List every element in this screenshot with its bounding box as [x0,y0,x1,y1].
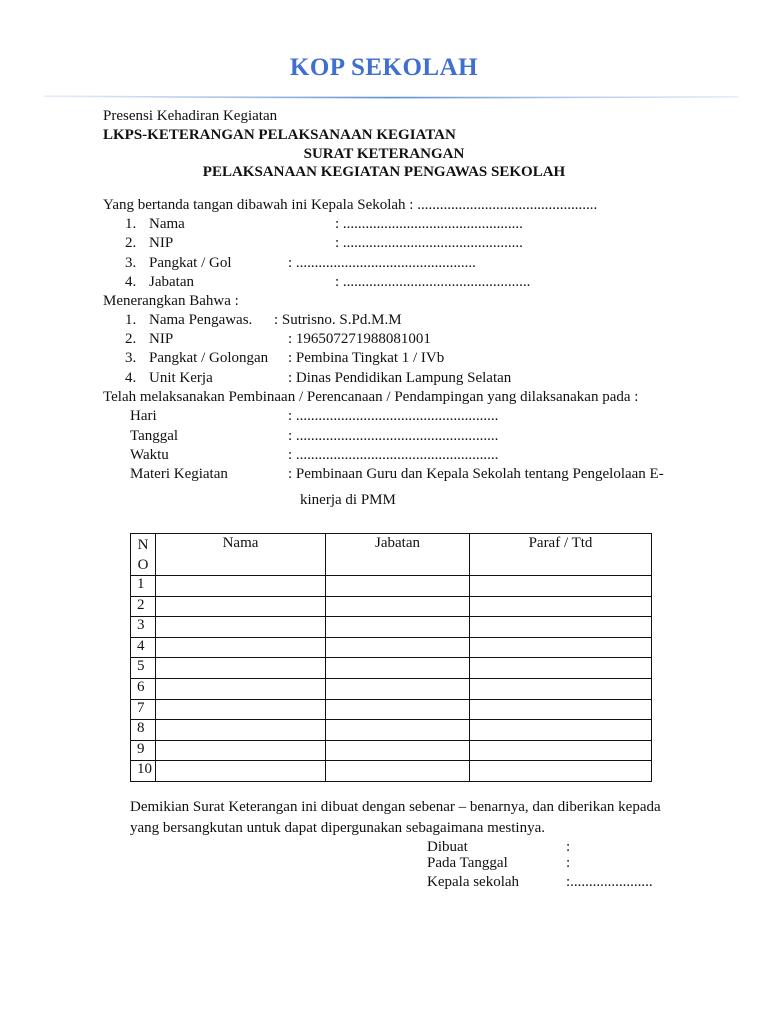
pengawas-num: 4. [125,370,137,386]
row-number: 1 [131,576,156,597]
table-header-row [131,534,652,576]
pengawas-num: 3. [125,350,137,366]
pengawas-label: NIP [149,331,174,347]
cell-nama [156,658,326,679]
letterhead-rule [44,95,738,99]
table-row [131,576,652,597]
sign-value: : [566,855,571,871]
attendance-table [130,533,652,782]
cell-jabatan [326,658,470,679]
row-number: 5 [131,658,156,679]
row-number: 3 [131,617,156,638]
table-row [131,617,652,638]
doc-title-surat: SURAT KETERANGAN [303,146,465,162]
pengawas-num: 2. [125,331,137,347]
kepsek-label: Jabatan [149,274,194,290]
materi-continuation: kinerja di PMM [300,492,396,508]
kegiatan-label: Materi Kegiatan [130,466,228,482]
row-number: 6 [131,678,156,699]
table-row [131,740,652,761]
sign-value: : [566,839,571,855]
sign-label: Pada Tanggal [427,855,508,871]
cell-paraf [470,761,652,782]
row-number: 2 [131,596,156,617]
cell-nama [156,617,326,638]
cell-jabatan [326,637,470,658]
table-row [131,637,652,658]
pengawas-intro: Menerangkan Bahwa : [103,293,239,309]
table-row [131,699,652,720]
cell-nama [156,720,326,741]
cell-paraf [470,678,652,699]
cell-paraf [470,699,652,720]
kepsek-value: : ................................................ [335,216,523,232]
pengawas-label: Pangkat / Golongan [149,350,269,366]
pengawas-label: Unit Kerja [149,370,213,386]
doc-subtitle-presensi: Presensi Kehadiran Kegiatan [103,108,278,124]
cell-paraf [470,720,652,741]
kegiatan-value: : ...................................................... [288,447,499,463]
row-number: 4 [131,637,156,658]
pengawas-num: 1. [125,312,137,328]
cell-jabatan [326,576,470,597]
cell-nama [156,740,326,761]
kepsek-num: 2. [125,235,137,251]
kepsek-label: NIP [149,235,174,251]
cell-nama [156,596,326,617]
kegiatan-value: : Pembinaan Guru dan Kepala Sekolah tentang Pengelolaan E- [288,466,664,482]
pengawas-value: : Sutrisno. S.Pd.M.M [274,312,402,328]
closing-line-2: yang bersangkutan untuk dapat dipergunakan sebagaimana mestinya. [130,820,546,836]
row-number: 9 [131,740,156,761]
cell-nama [156,576,326,597]
kegiatan-value: : ...................................................... [288,428,499,444]
kegiatan-label: Waktu [130,447,169,463]
kepsek-label: Nama [149,216,185,232]
kegiatan-value: : ...................................................... [288,408,499,424]
kepsek-value: : ................................................ [288,255,476,271]
cell-jabatan [326,678,470,699]
row-number: 8 [131,720,156,741]
cell-paraf [470,740,652,761]
table-row [131,596,652,617]
table-row [131,658,652,679]
cell-nama [156,699,326,720]
kepsek-num: 1. [125,216,137,232]
kegiatan-label: Tanggal [130,428,179,444]
pengawas-value: : 196507271988081001 [288,331,431,347]
kepsek-value: : ................................................ [335,235,523,251]
col-header-jabatan: Jabatan [326,534,470,576]
cell-nama [156,637,326,658]
cell-paraf [470,576,652,597]
kegiatan-label: Hari [130,408,157,424]
table-row [131,761,652,782]
cell-jabatan [326,617,470,638]
cell-jabatan [326,596,470,617]
cell-paraf [470,637,652,658]
sign-value: :...................... [566,874,653,890]
doc-title-pelaksanaan: PELAKSANAAN KEGIATAN PENGAWAS SEKOLAH [202,164,566,180]
cell-nama [156,678,326,699]
cell-paraf [470,658,652,679]
kepsek-num: 4. [125,274,137,290]
pengawas-value: : Dinas Pendidikan Lampung Selatan [288,370,512,386]
cell-paraf [470,596,652,617]
row-number: 7 [131,699,156,720]
kepsek-num: 3. [125,255,137,271]
cell-jabatan [326,761,470,782]
sign-label: Kepala sekolah [427,874,520,890]
col-header-nama: Nama [156,534,326,576]
table-row [131,678,652,699]
doc-title-lkps: LKPS-KETERANGAN PELAKSANAAN KEGIATAN [103,127,456,143]
kepsek-value: : .................................................. [335,274,531,290]
pengawas-value: : Pembina Tingkat 1 / IVb [288,350,445,366]
cell-nama [156,761,326,782]
letterhead-title: KOP SEKOLAH [289,54,479,81]
row-number: 10 [131,761,156,782]
cell-jabatan [326,740,470,761]
cell-jabatan [326,720,470,741]
cell-paraf [470,617,652,638]
kepsek-label: Pangkat / Gol [149,255,232,271]
table-row [131,720,652,741]
col-header-paraf: Paraf / Ttd [470,534,652,576]
sign-label: Dibuat [427,839,468,855]
kepsek-intro: Yang bertanda tangan dibawah ini Kepala Sekolah : ................................................ [103,197,598,213]
kegiatan-intro: Telah melaksanakan Pembinaan / Perencanaan / Pendampingan yang dilaksanakan pada : [103,389,639,405]
pengawas-label: Nama Pengawas. [149,312,253,328]
closing-line-1: Demikian Surat Keterangan ini dibuat dengan sebenar – benarnya, dan diberikan kepada [130,799,661,815]
cell-jabatan [326,699,470,720]
col-header-no: N O [131,534,156,576]
